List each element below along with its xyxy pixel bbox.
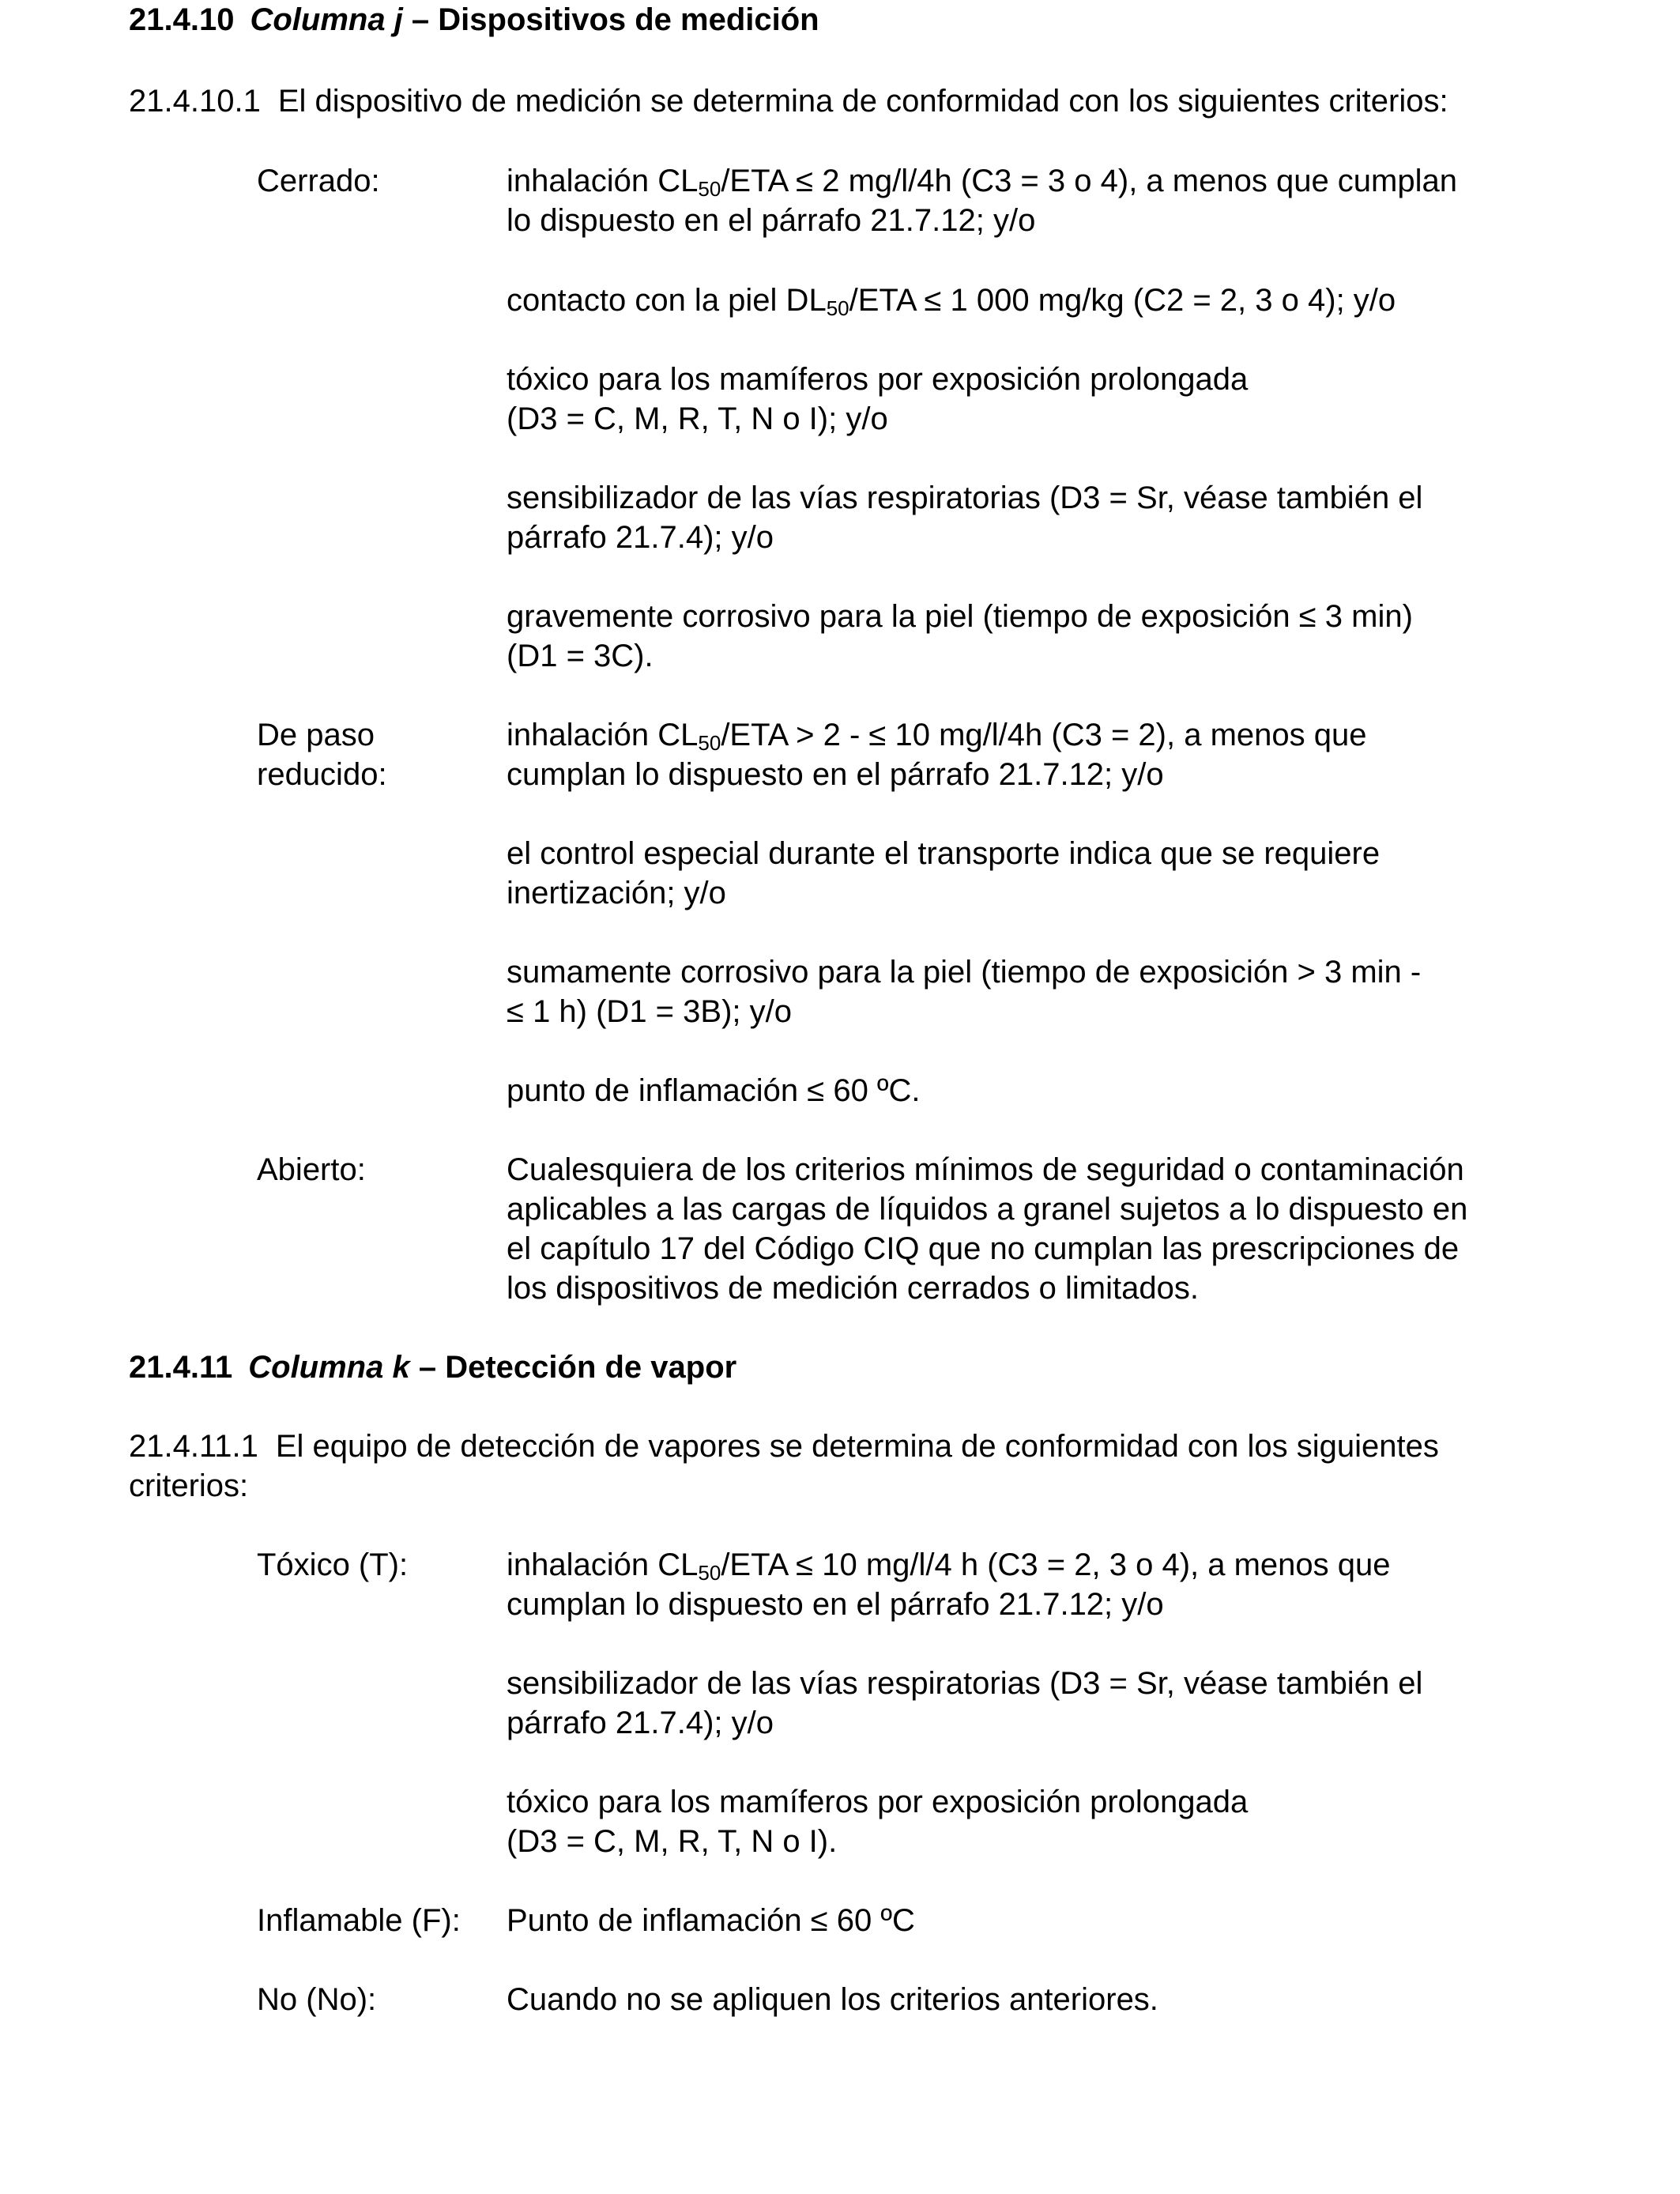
label-restricted: De paso reducido:	[257, 718, 387, 792]
criterion-closed-corrosive: gravemente corrosivo para la piel (tiempo de exposición ≤ 3 min) (D1 = 3C).	[507, 599, 1413, 673]
paragraph-21-4-11-1: 21.4.11.1 El equipo de detección de vapores se determina de conformidad con los siguientes criterios:	[129, 1429, 1439, 1503]
section-number: 21.4.10	[129, 2, 235, 37]
criterion-restricted-inhalation: inhalación $CL_{50}$/ETA > 2 - ≤ 10 mg/l/4h (C3 = 2), a menos que cumplan lo dispuesto en el párrafo 21.7.12; y/o	[507, 718, 1367, 792]
label-toxic: Tóxico (T):	[257, 1547, 409, 1582]
criterion-toxic-prolonged: tóxico para los mamíferos por exposición prolongada (D3 = C, M, R, T, N o I).	[507, 1785, 1249, 1859]
label-flammable: Inflamable (F):	[257, 1903, 461, 1938]
criterion-open: Cualesquiera de los criterios mínimos de seguridad o contaminación aplicables a las cargas de líquidos a granel sujetos a lo dispuesto en el capítulo 17 del Código CIQ que no cumplan las prescripciones de los dispositivos de medición cerrados o limitados.	[507, 1152, 1468, 1306]
paragraph-number: 21.4.10.1	[129, 84, 261, 119]
criterion-restricted-corrosive: sumamente corrosivo para la piel (tiempo de exposición > 3 min - ≤ 1 h) (D1 = 3B); y/o	[507, 955, 1422, 1029]
criterion-none: Cuando no se apliquen los criterios anteriores.	[507, 1982, 1158, 2017]
section-heading-21-4-10	[129, 0, 819, 40]
criterion-closed-skin: contacto con la piel $DL_{50}$/ETA ≤ 1 000 mg/kg (C2 = 2, 3 o 4); y/o	[507, 283, 1396, 320]
criterion-restricted-flashpoint: punto de inflamación ≤ 60 ºC.	[507, 1073, 921, 1108]
label-none: No (No):	[257, 1982, 377, 2017]
label-open: Abierto:	[257, 1152, 366, 1187]
section-title: – Dispositivos de medición	[402, 2, 819, 37]
criterion-closed-sensitizer: sensibilizador de las vías respiratorias (D3 = Sr, véase también el párrafo 21.7.4); y/o	[507, 481, 1423, 555]
criterion-toxic-inhalation: inhalación $CL_{50}$/ETA ≤ 10 mg/l/4 h (C3 = 2, 3 o 4), a menos que cumplan lo dispuesto en el párrafo 21.7.12; y/o	[507, 1547, 1391, 1622]
paragraph-number: 21.4.11.1	[129, 1429, 258, 1464]
label-closed: Cerrado:	[257, 164, 380, 198]
criterion-closed-inhalation: inhalación $CL_{50}$/ETA ≤ 2 mg/l/4h (C3 = 3 o 4), a menos que cumplan lo dispuesto en el párrafo 21.7.12; y/o	[507, 164, 1457, 238]
paragraph-21-4-10-1	[129, 81, 1551, 121]
criterion-flammable: Punto de inflamación ≤ 60 ºC	[507, 1903, 915, 1938]
criterion-restricted-inerting: el control especial durante el transporte indica que se requiere inertización; y/o	[507, 836, 1381, 910]
section-number: 21.4.11	[129, 1350, 233, 1385]
section-title: – Detección de vapor	[409, 1350, 737, 1385]
paragraph-text: El dispositivo de medición se determina de conformidad con los siguientes criterios:	[277, 84, 1448, 119]
column-name: Columna k	[248, 1350, 410, 1385]
criterion-closed-toxic: tóxico para los mamíferos por exposición prolongada (D3 = C, M, R, T, N o I); y/o	[507, 362, 1249, 436]
section-heading-21-4-11	[129, 1348, 736, 1387]
column-name: Columna j	[250, 2, 403, 37]
criterion-toxic-sensitizer: sensibilizador de las vías respiratorias (D3 = Sr, véase también el párrafo 21.7.4); y/o	[507, 1666, 1423, 1740]
